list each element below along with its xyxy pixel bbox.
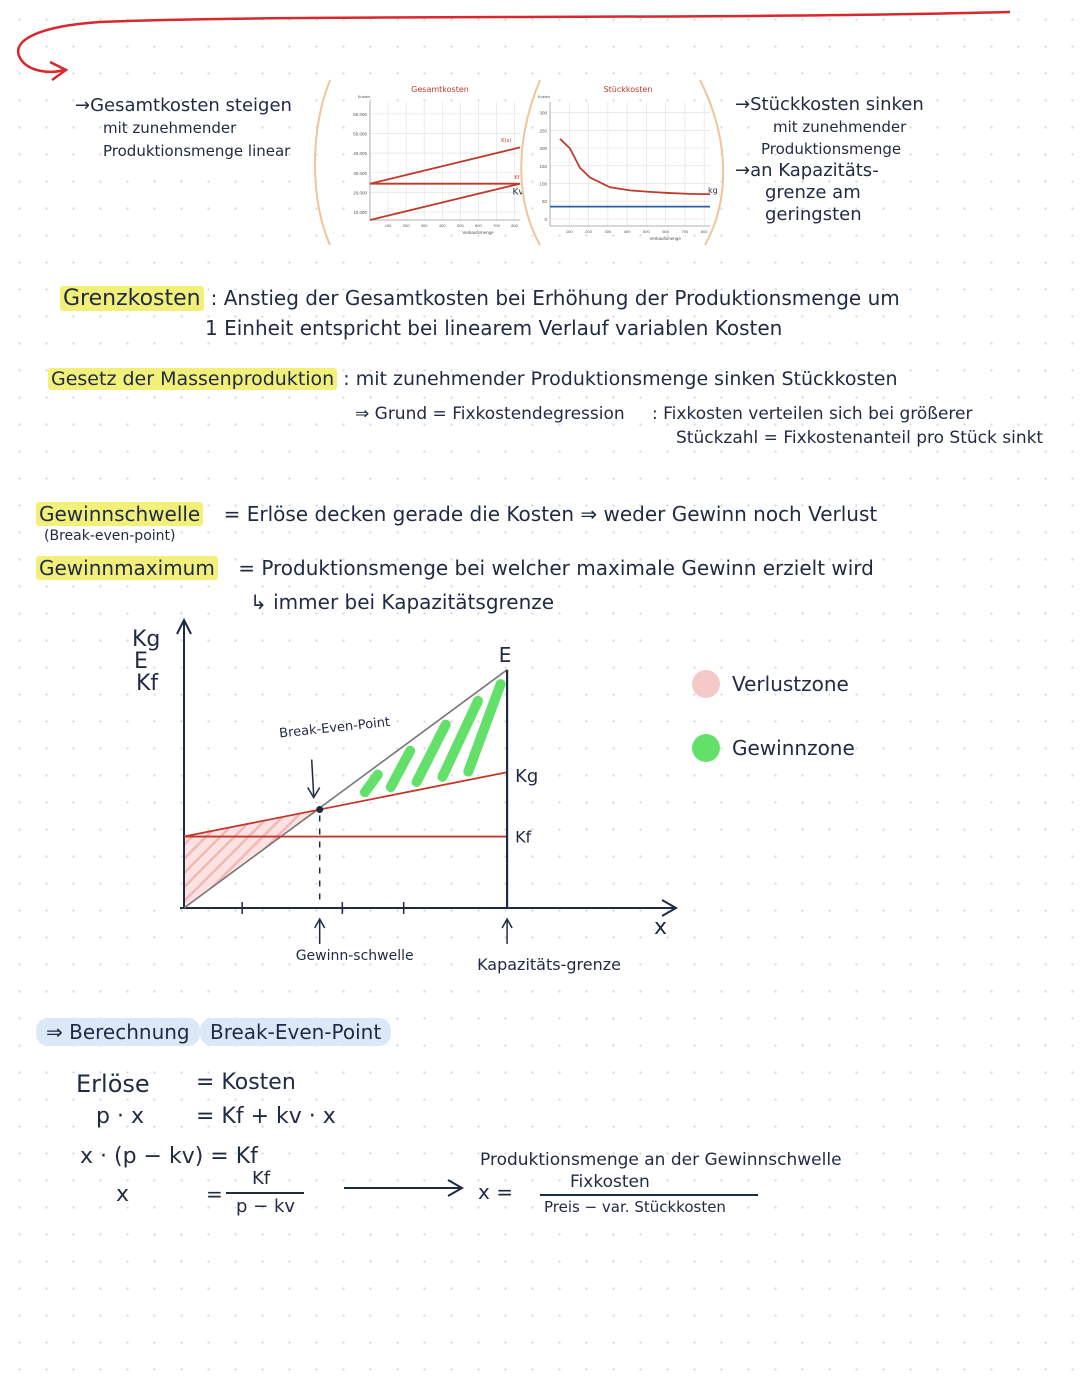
profit-zone-dot <box>692 734 720 762</box>
chart-series-label: Kv <box>512 187 524 198</box>
chart-x-tick-label: 700 <box>681 229 689 234</box>
chart-y-tick-label: 100 <box>539 181 547 187</box>
revenue-line <box>184 670 507 908</box>
chart-bracket <box>300 70 770 255</box>
chart-y-tick-label: 0 <box>544 216 547 222</box>
chart-x-tick-label: 700 <box>493 223 500 228</box>
diagram-x-axis-label: x <box>654 915 668 940</box>
chart-x-tick-label: 100 <box>565 229 573 234</box>
gesetz-def1: : mit zunehmender Produktionsmenge sinken Stückkosten <box>343 368 898 390</box>
chart-y-tick-label: 60.000 <box>353 111 367 117</box>
chart-x-axis-label: Verkaufsmenge <box>649 236 681 241</box>
gewinnschwelle-sub: (Break-even-point) <box>44 528 176 544</box>
eq4-denominator: p − kv <box>236 1196 296 1217</box>
eq4-eq: = <box>206 1182 223 1206</box>
gesetz-line2: ⇒ Grund = Fixkostendegression <box>355 404 625 424</box>
gewinnschwelle-term: Gewinnschwelle <box>36 502 203 526</box>
chart-y-tick-label: 250 <box>539 128 547 134</box>
top-right-note <box>735 94 924 226</box>
profit-zone-stroke <box>391 751 410 787</box>
fixed-cost-label: Kf <box>515 827 532 847</box>
chart-x-tick-label: 300 <box>604 229 612 234</box>
chart-x-tick-label: 600 <box>662 229 670 234</box>
total-cost-line <box>184 772 507 836</box>
top-left-note-line3: Produktionsmenge linear <box>103 142 291 160</box>
chart-x-tick-label: 500 <box>643 229 650 234</box>
gewinnmaximum-line <box>36 556 874 580</box>
chart-series-label: Kf <box>514 175 520 182</box>
break-even-diagram <box>110 620 668 1000</box>
gewinnmaximum-term: Gewinnmaximum <box>36 556 218 580</box>
chart-series-label: kg <box>708 186 718 196</box>
berechnung-line <box>36 1020 391 1044</box>
result-arrow <box>340 1176 470 1200</box>
eq4-numerator: Kf <box>252 1168 271 1189</box>
top-right-note-line1: →Stückkosten sinken <box>735 94 924 115</box>
chart-y-tick-label: 50 <box>541 199 547 205</box>
chart-y-tick-label: 200 <box>539 146 547 152</box>
gewinnmaximum-def1: = Produktionsmenge bei welcher maximale Gewinn erzielt wird <box>238 556 874 580</box>
chart-y-tick-label: 150 <box>539 163 547 169</box>
gesetz-line1 <box>48 368 898 390</box>
break-even-point-label: Break-Even-Point <box>278 714 391 742</box>
result-fraction-bar <box>540 1194 758 1196</box>
top-left-note-line1: →Gesamtkosten steigen <box>75 95 292 116</box>
chart-y-tick-label: 300 <box>539 110 547 116</box>
eq3: x · (p − kv) = Kf <box>80 1144 258 1169</box>
top-right-note-line2: mit zunehmender <box>773 118 907 136</box>
top-left-note <box>75 94 292 163</box>
chart-x-tick-label: 800 <box>511 223 518 228</box>
chart-x-tick-label: 100 <box>384 223 392 228</box>
diagram-y-axis-label: Kf <box>136 671 159 696</box>
capacity-label: Kapazitäts-grenze <box>477 955 621 974</box>
top-right-note-line3: Produktionsmenge <box>761 140 902 158</box>
chart-y-tick-label: 50.000 <box>353 131 367 137</box>
result-denominator: Preis − var. Stückkosten <box>544 1198 726 1216</box>
chart-x-tick-label: 400 <box>623 229 631 234</box>
profit-zone-stroke <box>468 684 500 772</box>
break-even-point-marker <box>316 806 323 813</box>
top-right-note-line6: geringsten <box>765 204 862 225</box>
chart-x-tick-label: 400 <box>438 223 446 228</box>
chart-x-tick-label: 500 <box>457 223 464 228</box>
chart-x-tick-label: 200 <box>585 229 592 234</box>
grenzkosten-term: Grenzkosten <box>60 286 204 311</box>
gewinnschwelle-def: = Erlöse decken gerade die Kosten ⇒ weder Gewinn noch Verlust <box>223 502 878 526</box>
top-left-note-line2: mit zunehmender <box>103 119 237 137</box>
eq4-left: x <box>116 1182 130 1207</box>
break-even-pointer-arrow <box>312 760 314 796</box>
grenzkosten-def1: : Anstieg der Gesamtkosten bei Erhöhung der Produktionsmenge um <box>210 286 900 310</box>
gesetz-term: Gesetz der Massenproduktion <box>48 368 337 390</box>
gewinnschwelle-label: Gewinn-schwelle <box>295 948 414 964</box>
eq1-left: Erlöse <box>76 1070 150 1098</box>
eq4-fraction-bar <box>226 1192 304 1194</box>
top-right-note-line4: →an Kapazitäts- <box>735 160 879 181</box>
gesetz-line4: Stückzahl = Fixkostenanteil pro Stück sinkt <box>676 428 1044 448</box>
chart-series-label: K(x) <box>501 137 512 144</box>
chart-x-tick-label: 200 <box>402 223 410 228</box>
revenue-line-label: E <box>498 642 512 667</box>
gewinnschwelle-line <box>36 502 877 526</box>
profit-zone-stroke <box>365 775 378 793</box>
berechnung-title: Break-Even-Point <box>200 1018 391 1046</box>
chart-y-axis-label: Kosten <box>537 94 551 99</box>
chart-y-tick-label: 40.000 <box>353 151 367 157</box>
eq2-right: = Kf + kv · x <box>196 1104 336 1129</box>
loss-zone-dot <box>692 670 720 698</box>
diagram-y-axis-label: E <box>134 649 148 674</box>
diagram-y-axis-label: Kg <box>132 627 161 652</box>
result-caption: Produktionsmenge an der Gewinnschwelle <box>480 1150 842 1170</box>
gewinnmaximum-def2: ↳ immer bei Kapazitätsgrenze <box>250 590 555 614</box>
berechnung-label: ⇒ Berechnung <box>36 1018 200 1046</box>
eq2-left: p · x <box>96 1104 144 1129</box>
grenzkosten-def2: 1 Einheit entspricht bei linearem Verlauf variablen Kosten <box>205 316 783 340</box>
grenzkosten-line1 <box>60 286 900 311</box>
chart-title: Gesamtkosten <box>411 85 469 94</box>
chart-x-tick-label: 600 <box>475 223 482 228</box>
gesetz-line3: : Fixkosten verteilen sich bei größerer <box>652 404 973 424</box>
eq1-right: = Kosten <box>196 1070 296 1095</box>
chart-y-axis-label: Kosten <box>357 94 371 99</box>
chart-x-tick-label: 800 <box>700 229 708 234</box>
chart-y-tick-label: 30.000 <box>353 170 367 176</box>
result-x: x = <box>478 1180 513 1204</box>
chart-y-tick-label: 10.000 <box>353 210 367 216</box>
result-numerator: Fixkosten <box>570 1172 650 1192</box>
chart-x-tick-label: 300 <box>420 223 428 228</box>
profit-zone-label: Gewinnzone <box>732 736 855 760</box>
chart-title: Stückkosten <box>603 85 653 94</box>
loss-zone-label: Verlustzone <box>732 672 849 696</box>
top-right-note-line5: grenze am <box>765 182 861 203</box>
chart-x-axis-label: Verkaufsmenge <box>462 230 494 235</box>
chart-y-tick-label: 20.000 <box>353 190 367 196</box>
total-cost-label: Kg <box>515 766 539 788</box>
